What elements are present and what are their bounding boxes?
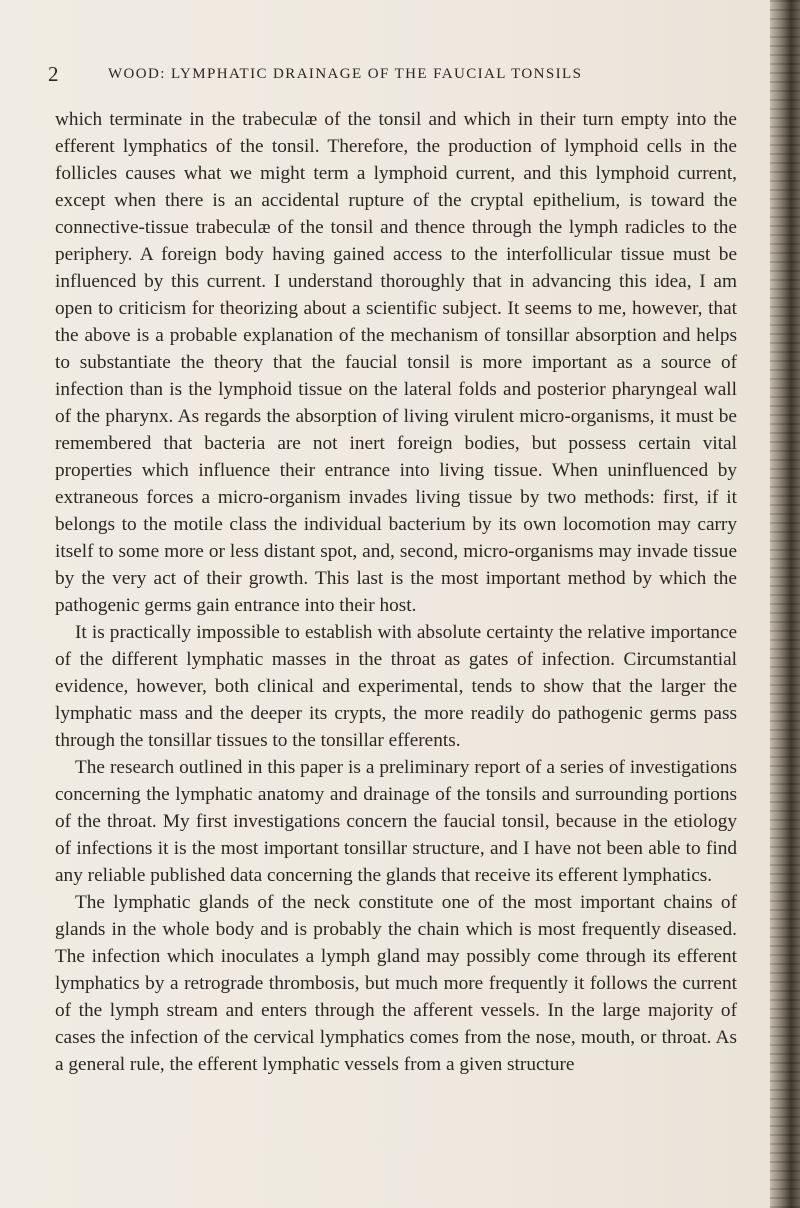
running-title: WOOD: LYMPHATIC DRAINAGE OF THE FAUCIAL TONSILS <box>108 66 583 82</box>
book-binding-edge <box>770 0 800 1208</box>
paragraph: It is practically impossible to establish with absolute certainty the relative importance of the different lymphatic masses in the throat as gates of infection. Circumstantial evidence, however, both clinical and experimental, tends to show that the larger the lymphatic mass and the deeper its crypts, the more readily do pathogenic germs pass through the tonsillar tissues to the tonsillar efferents. <box>55 622 737 751</box>
paragraph: The research outlined in this paper is a preliminary report of a series of investigations concerning the lymphatic anatomy and drainage of the tonsils and surrounding portions of the throat. My first investigations concern the faucial tonsil, because in the etiology of infections it is the most important tonsillar structure, and I have not been able to find any reliable published data concerning the glands that receive its efferent lymphatics. <box>55 757 737 886</box>
page-number: 2 <box>48 62 59 86</box>
running-head <box>0 60 800 90</box>
paragraph: which terminate in the trabeculæ of the tonsil and which in their turn empty into the efferent lymphatics of the tonsil. Therefore, the production of lymphoid cells in the follicles causes what we might term a lymphoid current, and this lymphoid current, except when there is an accidental rupture of the cryptal epithelium, is toward the connective-tissue trabeculæ of the tonsil and thence through the lymph radicles to the periphery. A foreign body having gained access to the interfollicular tissue must be influenced by this current. I understand thoroughly that in advancing this idea, I am open to criticism for theorizing about a scientific subject. It seems to me, however, that the above is a probable explanation of the mechanism of tonsillar absorption and helps to substantiate the theory that the faucial tonsil is more important as a source of infection than is the lymphoid tissue on the lateral folds and posterior pharyngeal wall of the pharynx. As regards the absorption of living virulent micro-organisms, it must be remembered that bacteria are not inert foreign bodies, but possess certain vital properties which influence their entrance into living tissue. When uninfluenced by extraneous forces a micro-organism invades living tissue by two methods: first, if it belongs to the motile class the individual bacterium by its own locomotion may carry itself to some more or less distant spot, and, second, micro-organisms may invade tissue by the very act of their growth. This last is the most important method by which the pathogenic germs gain entrance into their host. <box>55 109 737 616</box>
body-text <box>55 106 737 1078</box>
paragraph: The lymphatic glands of the neck constitute one of the most important chains of glands in the whole body and is probably the chain which is most frequently diseased. The infection which inoculates a lymph gland may possibly come through its efferent lymphatics by a retrograde thrombosis, but much more frequently it follows the current of the lymph stream and enters through the afferent vessels. In the large majority of cases the infection of the cervical lymphatics comes from the nose, mouth, or throat. As a general rule, the efferent lymphatic vessels from a given structure <box>55 892 737 1075</box>
